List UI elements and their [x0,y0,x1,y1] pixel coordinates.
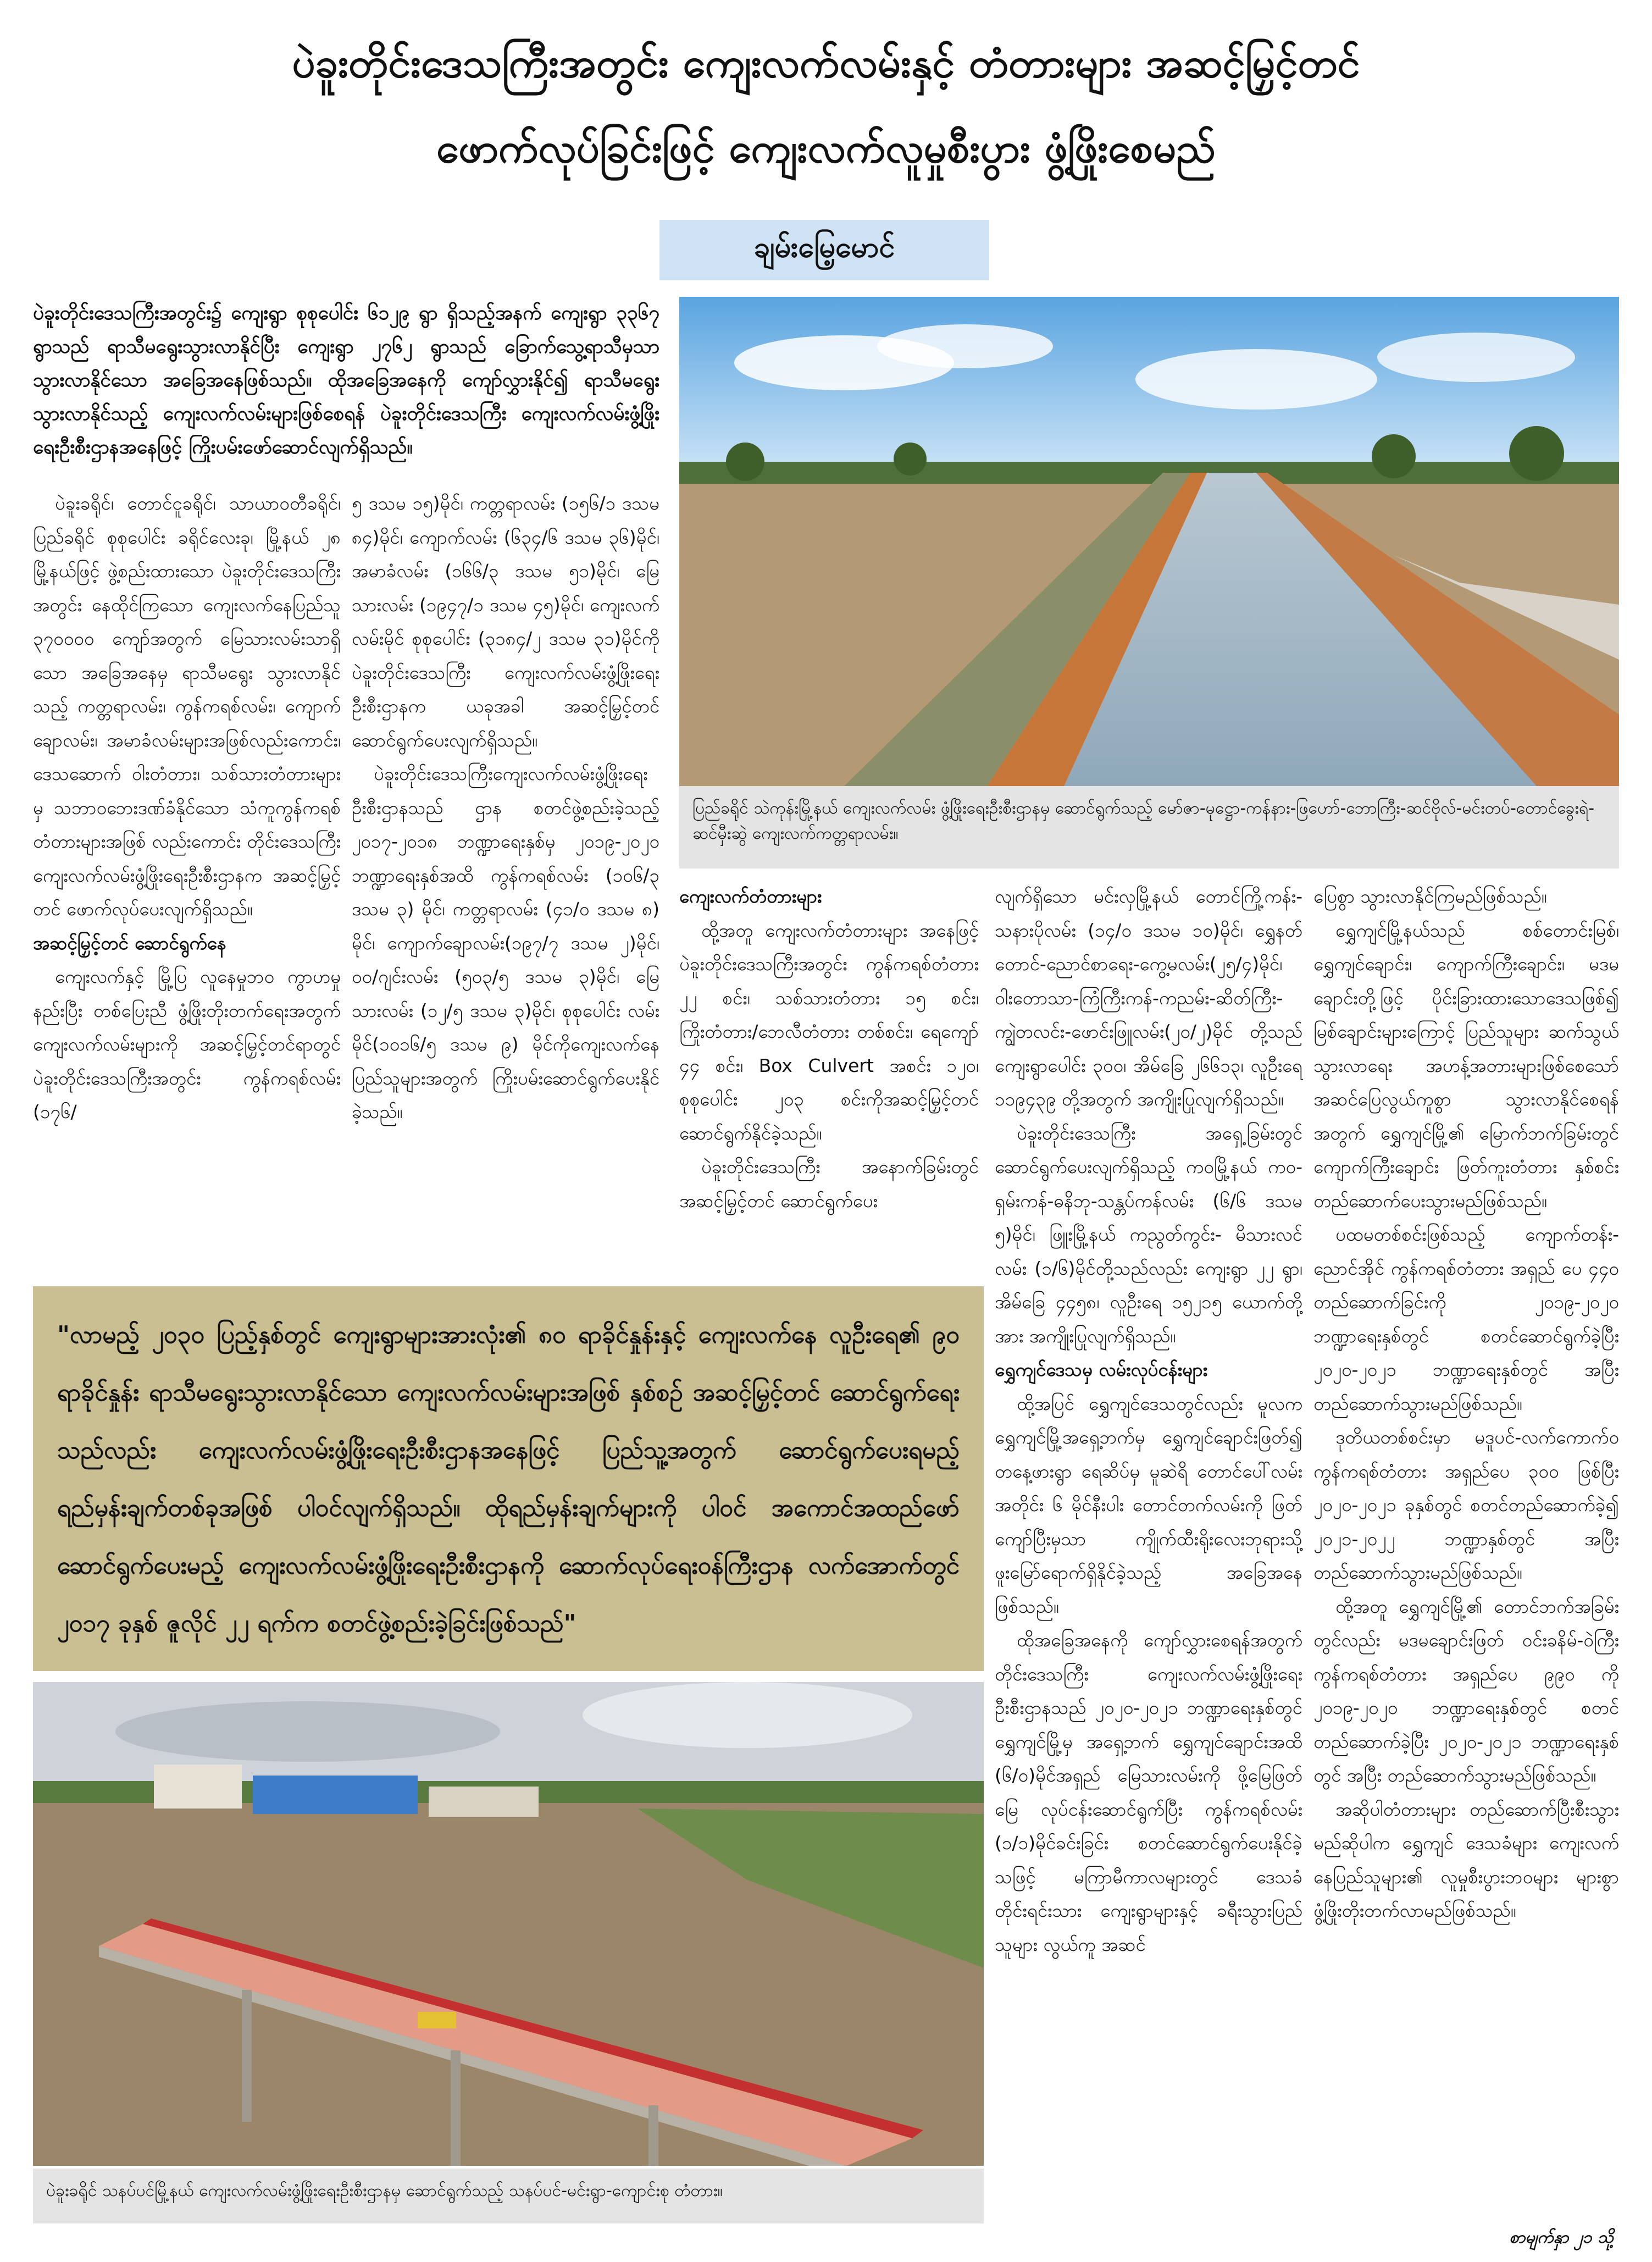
body-paragraph: ဒုတိယတစ်စင်းမှာ မဒူပင်-လက်ကောက်ဝ ကွန်ကရစ်တံတား အရှည်ပေ ၃၀၀ ဖြစ်ပြီး ၂၀၂၀-၂၀၂၁ ခုနှစ်တွင် စတင်တည်ဆောက်ခဲ့၍ ၂၀၂၁-၂၀၂၂ ဘဏ္ဍာနှစ်တွင် အပြီး တည်ဆောက်သွားမည်ဖြစ်သည်။ [1313,1426,1619,1583]
body-paragraph: လျက်ရှိသော မင်းလှမြို့နယ် တောင်ကြို့ကန်း-သနားပိုလမ်း (၁၄/၀ ဒသမ ၁၀)မိုင်၊ ရွှေနတ်တောင်-ညောင်စာရေး-ကွေ့မလမ်း(၂၅/၄)မိုင်၊ ဝါးတောသာ-ကြံကြီးကန်-ကညမ်း-ဆိတ်ကြီး-ကျွဲတလင်း-ဖောင်းဖြူလမ်း(၂၀/၂)မိုင် တို့သည် ကျေးရွာပေါင်း ၃၀၀၊ အိမ်ခြေ ၂၆၆၁၃၊ လူဦးရေ ၁၁၉၄၃၉ တို့အတွက် အကျိုးပြုလျက်ရှိသည်။ [995,886,1302,1110]
subheading-upgrading: အဆင့်မြှင့်တင် ဆောင်ရွက်နေ [33,932,226,954]
column-2 [352,486,659,1129]
lead-paragraph: ပဲခူးတိုင်းဒေသကြီးအတွင်း၌ ကျေးရွာ စုစုပေါင်း ၆၁၂၉ ရွာ ရှိသည့်အနက် ကျေးရွာ ၃၃၆၇ ရွာသည် ရာသီမရွေးသွားလာနိုင်ပြီး ကျေးရွာ ၂၇၆၂ ရွာသည် ခြောက်သွေ့ရာသီမှသာ သွားလာနိုင်သော အခြေအနေဖြစ်သည်။ ထိုအခြေအနေကို ကျော်လွှားနိုင်၍ ရာသီမရွေး သွားလာနိုင်သည့် ကျေးလက်လမ်းများဖြစ်စေရန် ပဲခူးတိုင်းဒေသကြီး ကျေးလက်လမ်းဖွံ့ဖြိုးရေးဦးစီးဌာနအနေဖြင့် ကြိုးပမ်းဖော်ဆောင်လျက်ရှိသည်။ [33,302,659,458]
headline-line-2: ဖောက်လုပ်ခြင်းဖြင့် ကျေးလက်လူမှုစီးပွား ဖွံ့ဖြိုးစေမည် [436,125,1216,172]
byline [659,220,989,280]
photo-rural-road [679,297,1619,786]
body-paragraph: ပဲခူးခရိုင်၊ တောင်ငူခရိုင်၊ သာယာဝတီခရိုင်၊ ပြည်ခရိုင် စုစုပေါင်း ခရိုင်လေးခု၊ မြို့နယ် ၂၈ မြို့နယ်ဖြင့် ဖွဲ့စည်းထားသော ပဲခူးတိုင်းဒေသကြီးအတွင်း နေထိုင်ကြသော ကျေးလက်နေပြည်သူ ၃၇၀၀၀၀ ကျော်အတွက် မြေသားလမ်းသာရှိသော အခြေအနေမှ ရာသီမရွေး သွားလာနိုင်သည့် ကတ္တရာလမ်း၊ ကွန်ကရစ်လမ်း၊ ကျောက်ချောလမ်း၊ အမာခံလမ်းများအဖြစ်လည်းကောင်း၊ ဒေသဆောက် ဝါးတံတား၊ သစ်သားတံတားများမှ သဘာဝဘေးဒဏ်ခံနိုင်သော သံကူကွန်ကရစ်တံတားများအဖြစ် လည်းကောင်း တိုင်းဒေသကြီး ကျေးလက်လမ်းဖွံ့ဖြိုးရေးဦးစီးဌာနက အဆင့်မြှင့်တင် ဖောက်လုပ်ပေးလျက်ရှိသည်။ [33,493,341,920]
body-paragraph: ထို့အပြင် ရွှေကျင်ဒေသတွင်လည်း မူလက ရွှေကျင်မြို့အရှေ့ဘက်မှ ရွှေကျင်ချောင်းဖြတ်၍ တနေ့ဖားရွာ ရေဆိပ်မှ မူဆဲရိ တောင်ပေါ်လမ်းအတိုင်း ၆ မိုင်နီးပါး တောင်တက်လမ်းကို ဖြတ်ကျော်ပြီးမှသာ ကျိုက်ထီးရိုးလေးဘုရားသို့ ဖူးမြော်ရောက်ရှိနိုင်ခဲ့သည့် အခြေအနေဖြစ်သည်။ [995,1392,1302,1617]
headline-line-1: ပဲခူးတိုင်းဒေသကြီးအတွင်း ကျေးလက်လမ်းနှင့် တံတားများ အဆင့်မြှင့်တင် [292,40,1360,87]
body-paragraph: ပဲခူးတိုင်းဒေသကြီး အနောက်ခြမ်းတွင် အဆင့်မြှင့်တင် ဆောင်ရွက်ပေး [679,1156,979,1212]
body-paragraph: ထို့အတူ ရွှေကျင်မြို့၏ တောင်ဘက်အခြမ်းတွင်လည်း မဒမချောင်းဖြတ် ဝင်းခနိမ်-ဝဲကြီး ကွန်ကရစ်တံတား အရှည်ပေ ၉၉၀ ကို ၂၀၁၉-၂၀၂၀ ဘဏ္ဍာရေးနှစ်တွင် စတင်တည်ဆောက်ခဲ့ပြီး ၂၀၂၀-၂၀၂၁ ဘဏ္ဍာရေးနှစ်တွင် အပြီး တည်ဆောက်သွားမည်ဖြစ်သည်။ [1313,1595,1619,1786]
column-1 [33,486,341,1129]
body-paragraph: ပြေစွာ သွားလာနိုင်ကြမည်ဖြစ်သည်။ [1313,886,1547,907]
body-paragraph: ထို့အတူ ကျေးလက်တံတားများ အနေဖြင့် ပဲခူးတိုင်းဒေသကြီးအတွင်း ကွန်ကရစ်တံတား ၂၂ စင်း၊ သစ်သားတံတား ၁၅ စင်း၊ ကြိုးတံတား/ဘေလီတံတား တစ်စင်း၊ ရေကျော် ၄၄ စင်း၊ Box Culvert အစင်း ၁၂၀၊ စုစုပေါင်း ၂၀၃ စင်းကိုအဆင့်မြှင့်တင် ဆောင်ရွက်နိုင်ခဲ့သည်။ [679,919,979,1144]
subheading-village-bridges: ကျေးလက်တံတားများ [679,886,822,907]
column-4 [995,880,1302,1961]
column-3 [679,880,979,1218]
pull-quote: "လာမည့် ၂၀၃၀ ပြည့်နှစ်တွင် ကျေးရွာများအားလုံး၏ ၈၀ ရာခိုင်နှုန်းနှင့် ကျေးလက်နေ လူဦးရေ၏ ၉၀ ရာခိုင်နှုန်း ရာသီမရွေးသွားလာနိုင်သော ကျေးလက်လမ်းများအဖြစ် နှစ်စဉ် အဆင့်မြှင့်တင် ဆောင်ရွက်ရေးသည်လည်း ကျေးလက်လမ်းဖွံ့ဖြိုးရေးဦးစီးဌာနအနေဖြင့် ပြည်သူ့အတွက် ဆောင်ရွက်ပေးရမည့် ရည်မှန်းချက်တစ်ခုအဖြစ် ပါဝင်လျက်ရှိသည်။ ထိုရည်မှန်းချက်များကို ပါဝင် အကောင်အထည်ဖော် ဆောင်ရွက်ပေးမည့် ကျေးလက်လမ်းဖွံ့ဖြိုးရေးဦးစီးဌာနကို ဆောက်လုပ်ရေးဝန်ကြီးဌာန လက်အောက်တွင် ၂၀၁၇ ခုနှစ် ဇူလိုင် ၂၂ ရက်က စတင်ဖွဲ့စည်းခဲ့ခြင်းဖြစ်သည်" [33,1286,984,1671]
body-paragraph: ကျေးလက်နှင့် မြို့ပြ လူနေမှုဘဝ ကွာဟမှုနည်းပြီး တစ်ပြေးညီ ဖွံ့ဖြိုးတိုးတက်ရေးအတွက် ကျေးလက်လမ်းများကို အဆင့်မြှင့်တင်ရာတွင် ပဲခူးတိုင်းဒေသကြီးအတွင်း ကွန်ကရစ်လမ်း (၁၇၆/ [33,966,341,1122]
column-5 [1313,880,1619,1928]
body-paragraph: ပဲခူးတိုင်းဒေသကြီးကျေးလက်လမ်းဖွံ့ဖြိုးရေး ဦးစီးဌာနသည် ဌာန စတင်ဖွဲ့စည်းခဲ့သည့် ၂၀၁၇-၂၀၁၈ ဘဏ္ဍာရေးနှစ်မှ ၂၀၁၉-၂၀၂၀ ဘဏ္ဍာရေးနှစ်အထိ ကွန်ကရစ်လမ်း (၁၀၆/၃ ဒသမ ၃) မိုင်၊ ကတ္တရာလမ်း (၄၁/၀ ဒသမ ၈) မိုင်၊ ကျောက်ချောလမ်း(၁၉၇/၇ ဒသမ ၂)မိုင်၊ ဝဝ/ဂျင်းလမ်း (၅၀၃/၅ ဒသမ ၃)မိုင်၊ မြေသားလမ်း (၁၂/၅ ဒသမ ၃)မိုင်၊ စုစုပေါင်း လမ်းမိုင်(၁၀၁၆/၅ ဒသမ ၉) မိုင်ကိုကျေးလက်နေပြည်သူများအတွက် ကြိုးပမ်းဆောင်ရွက်ပေးနိုင်ခဲ့သည်။ [352,763,659,1122]
byline-text: ချမ်းမြေ့မောင် [753,231,895,264]
body-paragraph: ပထမတစ်စင်းဖြစ်သည့် ကျောက်တန်း-ညောင်အိုင် ကွန်ကရစ်တံတား အရှည် ပေ ၄၄၀ တည်ဆောက်ခြင်းကို ၂၀၁၉-၂၀၂၀ ဘဏ္ဍာရေးနှစ်တွင် စတင်ဆောင်ရွက်ခဲ့ပြီး ၂၀၂၀-၂၀၂၁ ဘဏ္ဍာရေးနှစ်တွင် အပြီး တည်ဆောက်သွားမည်ဖြစ်သည်။ [1313,1224,1619,1414]
body-paragraph: ရွှေကျင်မြို့နယ်သည် စစ်တောင်းမြစ်၊ ရွှေကျင်ချောင်း၊ ကျောက်ကြီးချောင်း၊ မဒမချောင်းတို့ဖြင့် ပိုင်းခြားထားသောဒေသဖြစ်၍ မြစ်ချောင်းများကြောင့် ပြည်သူများ ဆက်သွယ်သွားလာရေး အဟန့်အတားများဖြစ်စေသော် အဆင်ပြေလွယ်ကူစွာ သွားလာနိုင်စေရန်အတွက် ရွှေကျင်မြို့၏ မြောက်ဘက်ခြမ်းတွင် ကျောက်ကြီးချောင်း ဖြတ်ကူးတံတား နှစ်စင်း တည်ဆောက်ပေးသွားမည်ဖြစ်သည်။ [1313,919,1619,1212]
subheading-shwegyin-roads: ရွှေကျင်ဒေသမှ လမ်းလုပ်ငန်းများ [995,1359,1208,1380]
body-paragraph: ထိုအခြေအနေကို ကျော်လွှားစေရန်အတွက်တိုင်းဒေသကြီး ကျေးလက်လမ်းဖွံ့ဖြိုးရေး ဦးစီးဌာနသည် ၂၀၂၀-၂၀၂၁ ဘဏ္ဍာရေးနှစ်တွင် ရွှေကျင်မြို့မှ အရှေ့ဘက် ရွှေကျင်ချောင်းအထိ (၆/၀)မိုင်အရှည် မြေသားလမ်းကို ဖို့မြေဖြတ်မြေ လုပ်ငန်းဆောင်ရွက်ပြီး ကွန်ကရစ်လမ်း (၁/၁)မိုင်ခင်းခြင်း စတင်ဆောင်ရွက်ပေးနိုင်ခဲ့သဖြင့် မကြာမီကာလများတွင် ဒေသခံတိုင်းရင်းသား ကျေးရွာများနှင့် ခရီးသွားပြည်သူများ လွယ်ကူ အဆင် [995,1629,1302,1955]
body-paragraph: အဆိုပါတံတားများ တည်ဆောက်ပြီးစီးသွားမည်ဆိုပါက ရွှေကျင် ဒေသခံများ ကျေးလက်နေပြည်သူများ၏ လူမှုစီးပွားဘဝများ များစွာ ဖွံ့ဖြိုးတိုးတက်လာမည်ဖြစ်သည်။ [1313,1798,1619,1921]
continued-on-page: စာမျက်နှာ ၂၁ သို့ [1509,2228,1614,2247]
photo-bottom-caption: ပဲခူးခရိုင် သနပ်ပင်မြို့နယ် ကျေးလက်လမ်းဖွံ့ဖြိုးရေးဦးစီးဌာနမှ ဆောင်ရွက်သည့် သနပ်ပင်-မင်းရွာ-ကျောင်းစု တံတား။ [33,2169,984,2224]
rural-road-illustration [679,297,1619,786]
photo-bridge [33,1682,984,2166]
bridge-illustration [33,1682,984,2166]
photo-top-caption: ပြည်ခရိုင် သဲကုန်းမြို့နယ် ကျေးလက်လမ်း ဖွံ့ဖြိုးရေးဦးစီးဌာနမှ ဆောင်ရွက်သည့် မော်ဇာ-မုဋ္ဌော-ကန်နား-ဖြဟော်-ဘောကြီး-ဆင်ဗိုလ်-မင်းတပ်-တောင်ခွေးရဲ-ဆင်မှီးဆွဲ ကျေးလက်ကတ္တရာလမ်း။ [679,786,1619,869]
body-paragraph: ပဲခူးတိုင်းဒေသကြီး အရှေ့ခြမ်းတွင် ဆောင်ရွက်ပေးလျက်ရှိသည့် ကဝမြို့နယ် ကဝ-ရှမ်းကန်-ဓနိဘု-သန္တပ်ကန်လမ်း (၆/၆ ဒသမ ၅)မိုင်၊ ဖြူးမြို့နယ် ကညွတ်ကွင်း- မိသားလင်လမ်း (၁/၆)မိုင်တို့သည်လည်း ကျေးရွာ ၂၂ ရွာ၊ အိမ်ခြေ ၄၄၅၈၊ လူဦးရေ ၁၅၂၁၅ ယောက်တို့အား အကျိုးပြုလျက်ရှိသည်။ [995,1122,1302,1347]
body-paragraph: ၅ ဒသမ ၁၅)မိုင်၊ ကတ္တရာလမ်း (၁၅၆/၁ ဒသမ ၈၄)မိုင်၊ ကျောက်လမ်း (၆၃၄/၆ ဒသမ ၃၆)မိုင်၊ အမာခံလမ်း (၁၆၆/၃ ဒသမ ၅၁)မိုင်၊ မြေသားလမ်း (၁၉၄၇/၁ ဒသမ ၄၅)မိုင်၊ ကျေးလက်လမ်းမိုင် စုစုပေါင်း (၃၁၈၄/၂ ဒသမ ၃၁)မိုင်ကို ပဲခူးတိုင်းဒေသကြီး ကျေးလက်လမ်းဖွံ့ဖြိုးရေးဦးစီးဌာနက ယခုအခါ အဆင့်မြှင့်တင် ဆောင်ရွက်ပေးလျက်ရှိသည်။ [352,493,659,751]
